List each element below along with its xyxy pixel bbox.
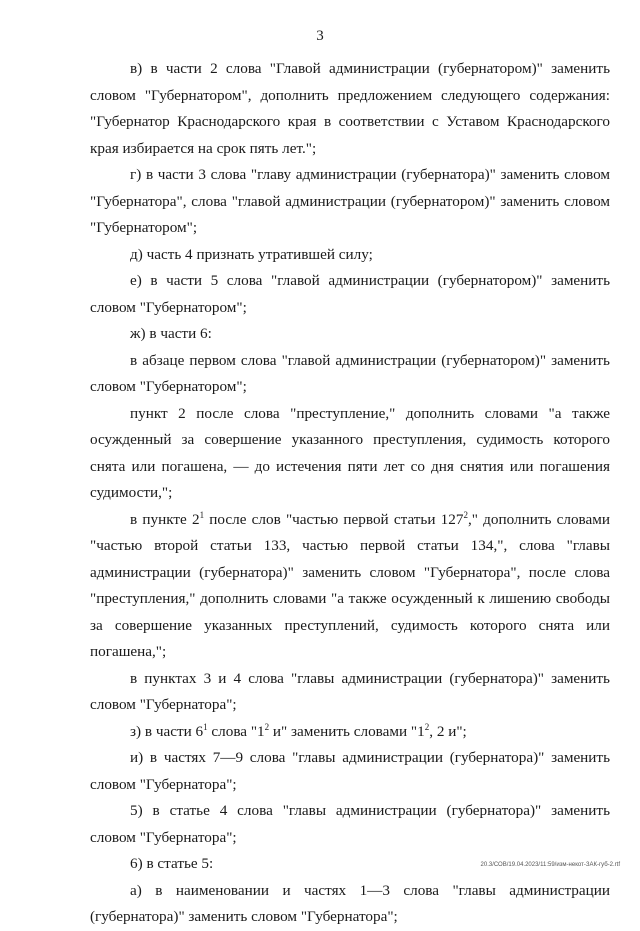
paragraph-i: и) в частях 7—9 слова "главы администрации (губернатора)" заменить словом "Губернатора";: [90, 749, 610, 793]
file-footer: 20.3/СОВ/19.04.2023/11:59/изм-некот-ЗАК-губ-2.rtf: [480, 862, 620, 868]
paragraph-z: з) в части $6^1$ слова "$1^2$ и" заменить словами "$1^2$, 2 и";: [130, 721, 467, 740]
paragraph-6: 6) в статье 5:: [130, 855, 214, 872]
paragraph-zh: ж) в части 6:: [130, 325, 212, 342]
paragraph-e: е) в части 5 слова "главой администрации (губернатором)" заменить словом "Губернатором";: [90, 272, 610, 316]
paragraph-d: д) часть 4 признать утратившей силу;: [130, 245, 373, 263]
paragraph-punkty-3-4: в пунктах 3 и 4 слова "главы администрации (губернатора)" заменить словом "Губернатора";: [90, 669, 610, 713]
paragraph-5: 5) в статье 4 слова "главы администрации (губернатора)" заменить словом "Губернатора";: [90, 802, 610, 846]
paragraph-g: г) в части 3 слова "главу администрации (губернатора)" заменить словом "Губернатора", слова "главой администрации (губернатором)" заменить словом "Губернатором";: [90, 166, 610, 236]
document-body: [90, 56, 610, 931]
paragraph-punkt-2-1: в пункте $2^1$ после слов "частью первой статьи $127^2$," дополнить словами "частью второй статьи 133, частью первой статьи 134,", слова "главы администрации (губернатора)" заменить словом "Губернатора", после слова "преступления," дополнить словами "а также осужденный к лишению свободы за совершение указанных преступлений, судимость которого снята или погашена,";: [90, 509, 610, 660]
paragraph-punkt-2: пункт 2 после слова "преступление," дополнить словами "а также осужденный за совершение указанного преступления, судимость которого снята или погашена, — до истечения пяти лет со дня снятия или погашения судимости,";: [90, 404, 610, 501]
paragraph-a: а) в наименовании и частях 1—3 слова "главы администрации (губернатора)" заменить словом "Губернатора";: [90, 881, 610, 925]
paragraph-v: в) в части 2 слова "Главой администрации (губернатором)" заменить словом "Губернатором", дополнить предложением следующего содержания: "Губернатор Краснодарского края в соответствии с Уставом Краснодарского края избирается на срок пять лет.";: [90, 60, 610, 157]
page-number: 3: [316, 28, 324, 44]
paragraph-abzac: в абзаце первом слова "главой администрации (губернатором)" заменить словом "Губернатором";: [90, 351, 610, 395]
